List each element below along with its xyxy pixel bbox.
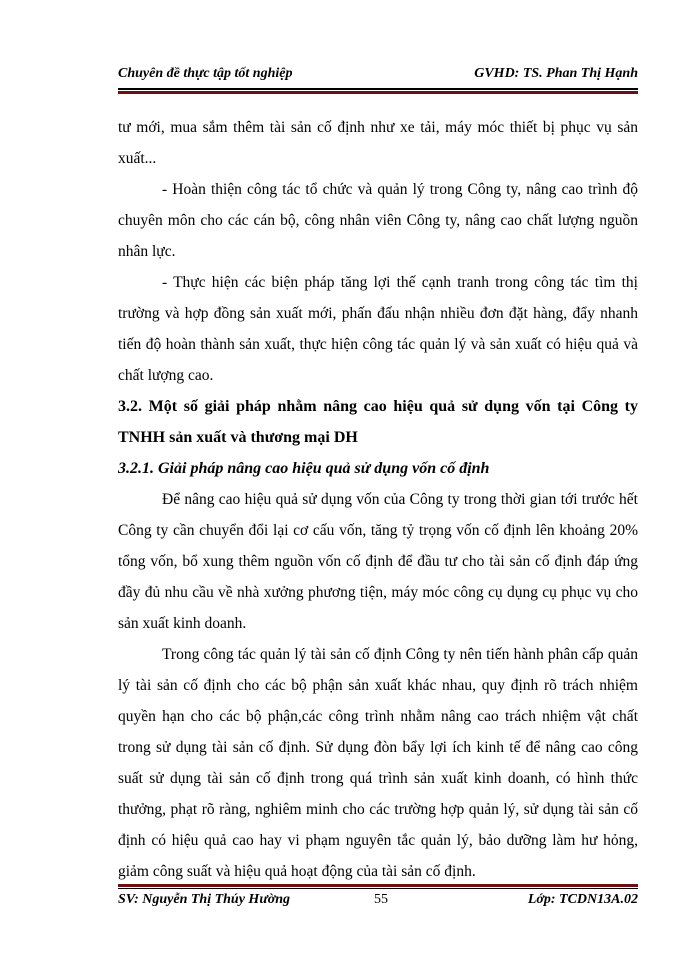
header-rule-thick [118,91,638,94]
section-heading: 3.2. Một số giải pháp nhằm nâng cao hiệu quả sử dụng vốn tại Công ty TNHH sản xuất và thương mại DH [118,398,638,446]
header-supervisor: GVHD: TS. Phan Thị Hạnh [474,66,638,81]
footer-class: Lớp: TCDN13A.02 [527,892,638,907]
page-footer [118,892,638,914]
header-title: Chuyên đề thực tập tốt nghiệp [118,66,293,81]
paragraph-bullet-2: - Thực hiện các biện pháp tăng lợi thế cạnh tranh trong công tác tìm thị trường và hợp đồng sản xuất mới, phấn đấu nhận nhiều đơn đặt hàng, đẩy nhanh tiến độ hoàn thành sản xuất, thực hiện công tác quản lý và sản xuất có hiệu quả và chất lượng cao. [118,274,638,384]
footer-rule-thin [118,888,638,889]
page-body [118,112,638,887]
header-rule-thin [118,88,638,90]
subsection-heading: 3.2.1. Giải pháp nâng cao hiệu quả sử dụng vốn cố định [118,460,490,477]
paragraph-body-2: Trong công tác quản lý tài sản cố định Công ty nên tiến hành phân cấp quản lý tài sản cố định cho các bộ phận sản xuất khác nhau, quy định rõ trách nhiệm quyền hạn cho các bộ phận,các công trình nhằm nâng cao trách nhiệm vật chất trong sử dụng tài sản cố định. Sử dụng đòn bẩy lợi ích kinh tế để nâng cao công suất sử dụng tài sản cố định trong quá trình sản xuất kinh doanh, có hình thức thưởng, phạt rõ ràng, nghiêm minh cho các trường hợp quản lý, sử dụng tài sản cố định có hiệu quả cao hay vi phạm nguyên tắc quản lý, bảo dưỡng làm hư hỏng, giảm công suất và hiệu quả hoạt động của tài sản cố định. [118,646,638,880]
page-header [118,66,638,88]
paragraph-bullet-1: - Hoàn thiện công tác tổ chức và quản lý trong Công ty, nâng cao trình độ chuyên môn cho các cán bộ, công nhân viên Công ty, nâng cao chất lượng nguồn nhân lực. [118,181,638,260]
footer-student: SV: Nguyễn Thị Thúy Hường [118,892,290,907]
paragraph-continued: tư mới, mua sắm thêm tài sản cố định như xe tải, máy móc thiết bị phục vụ sản xuất... [118,119,638,167]
footer-rule-thick [118,884,638,887]
paragraph-body-1: Để nâng cao hiệu quả sử dụng vốn của Công ty trong thời gian tới trước hết Công ty cần chuyển đổi lại cơ cấu vốn, tăng tỷ trọng vốn cố định lên khoảng 20% tổng vốn, bổ xung thêm nguồn vốn cố định để đầu tư cho tài sản cố định đáp ứng đầy đủ nhu cầu về nhà xưởng phương tiện, máy móc công cụ dụng cụ phục vụ cho sản xuất kinh doanh. [118,491,638,632]
page-number: 55 [374,892,388,907]
